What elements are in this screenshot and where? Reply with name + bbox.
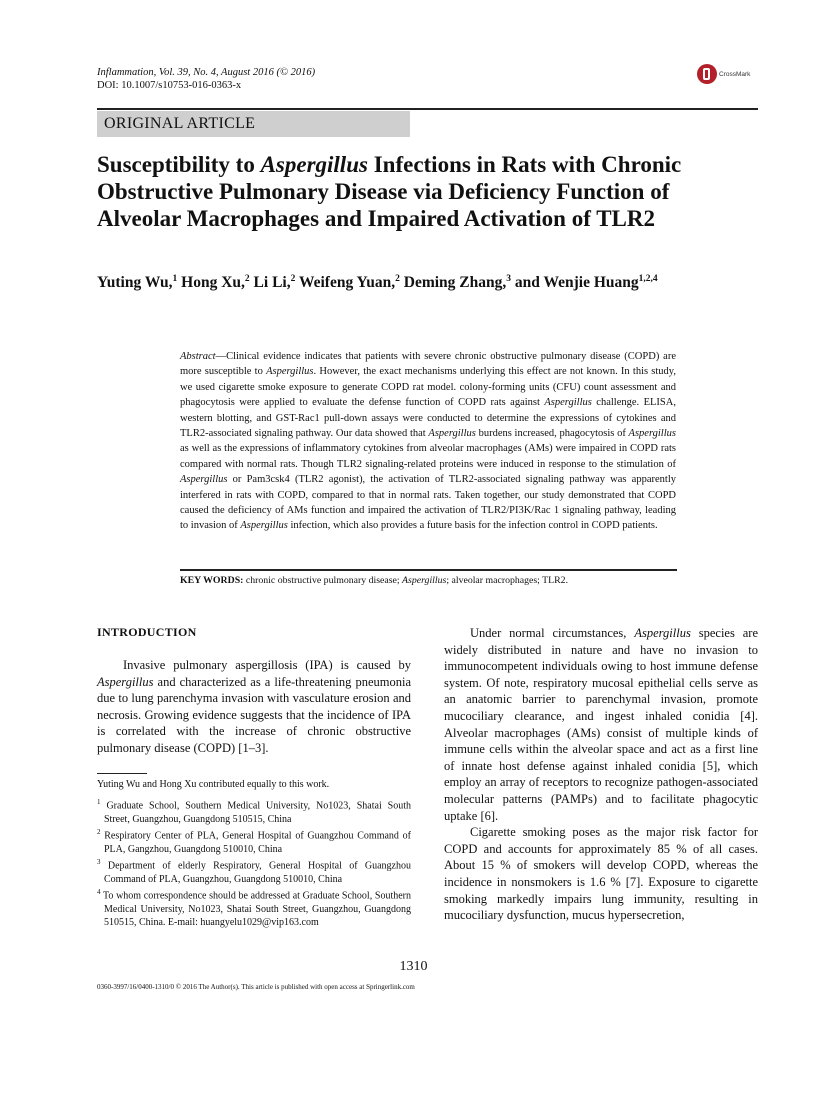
footnote-number: 4 xyxy=(97,888,101,897)
keywords xyxy=(180,575,680,586)
intro-paragraph-1 xyxy=(97,657,411,757)
section-label: ORIGINAL ARTICLE xyxy=(97,111,410,137)
intro-paragraph-2 xyxy=(444,625,758,824)
abstract-italic: Aspergillus xyxy=(628,428,676,440)
footnote-affiliation-4 xyxy=(97,886,411,929)
doi[interactable]: DOI: 10.1007/s10753-016-0363-x xyxy=(97,79,242,91)
footnote-equal-contribution: Yuting Wu and Hong Xu contributed equally to this work. xyxy=(97,779,330,790)
abstract-italic: Aspergillus xyxy=(544,397,592,409)
title-part-2: Infections in Rats with Chronic Obstructive Pulmonary Disease via Deficiency Function of Alveolar Macrophages and Impaired Activation of TLR2 xyxy=(97,152,682,231)
page-number: 1310 xyxy=(399,959,428,974)
abstract xyxy=(180,349,676,534)
author-affiliation: 1,2,4 xyxy=(638,274,658,284)
right-column xyxy=(444,625,758,924)
abstract-text: infection, which also provides a future basis for the infection control in COPD patients. xyxy=(287,520,658,532)
author-list xyxy=(97,274,797,292)
copyright-notice: 0360-3997/16/0400-1310/0 © 2016 The Author(s). This article is published with open access at Springerlink.com xyxy=(97,983,415,991)
journal-citation: Inflammation, Vol. 39, No. 4, August 2016 (© 2016) xyxy=(97,67,316,78)
abstract-text: . However, the exact mechanisms underlying this effect are not known. In this study, we used cigarette smoke exposure to generate COPD rat model. colony-forming units (CFU) count assessment and phagocytosis were applied to evaluate the defense function of COPD rats against xyxy=(180,366,676,409)
footnote-text: Graduate School, Southern Medical University, No1023, Shatai South Street, Guangzhou, Guangdong 510515, China xyxy=(104,800,412,825)
section-heading: INTRODUCTION xyxy=(97,625,197,639)
paragraph-text: species are widely distributed in nature and have no invasion to immunocompetent individuals owing to host immune defense system. Of note, respiratory mucosal epithelial cells serve as an anatomic barrier to parenchymal invasion, promote mucociliary clearance, and ingest inhaled conidia [4]. Alveolar macrophages (AMs) consist of multiple kinds of immune cells within the alveolar space and act as a first line of innate host defense against inhaled conidia [5], which employ an array of receptors to recognize pathogen-associated molecular patterns (PAMPs) and to facilitate phagocytic uptake [6]. xyxy=(444,626,758,823)
paragraph-italic: Aspergillus xyxy=(634,626,691,640)
paragraph-italic: Aspergillus xyxy=(97,674,154,689)
abstract-text: as well as the expressions of inflammatory cytokines from alveolar macrophages (AMs) were impaired in COPD rats compared with normal rats. Though TLR2 signaling-related proteins were induced in response to the stimulation of xyxy=(180,443,676,470)
author-affiliation: 2 xyxy=(244,274,250,284)
author: Yuting Wu, xyxy=(97,274,173,292)
abstract-italic: Aspergillus xyxy=(266,366,314,378)
footnote-affiliation-3 xyxy=(97,856,411,886)
intro-paragraph-3: Cigarette smoking poses as the major risk factor for COPD and accounts for approximately 85 % of all cases. About 15 % of smokers will develop COPD, whereas the incidence in nonsmokers is 1.6 % [7]. Exposure to cigarette smoking markedly impairs lung immunity, resulting in mucociliary dysfunction, mucus hypersecretion, xyxy=(444,825,758,923)
paragraph-text: and characterized as a life-threatening pneumonia due to lung parenchyma invasion with vasculature erosion and necrosis. Growing evidence suggests that the incidence of IPA is correlated with the increase of chronic obstructive pulmonary disease (COPD) [1–3]. xyxy=(97,674,411,755)
crossmark-badge[interactable] xyxy=(697,64,750,84)
footnote-text: To whom correspondence should be addressed at Graduate School, Southern Medical University, No1023, Shatai South Street, Guangzhou, Guangdong 510515, China. E-mail: huangyelu1029@vip163.com xyxy=(103,890,411,928)
article-title xyxy=(97,151,747,232)
crossmark-icon xyxy=(697,64,717,84)
abstract-text: —Clinical evidence indicates that patients with severe chronic obstructive pulmonary disease (COPD) are more susceptible to xyxy=(180,351,676,378)
author-affiliation: 2 xyxy=(395,274,400,284)
paragraph-text: Invasive pulmonary aspergillosis (IPA) is caused by xyxy=(123,658,411,672)
footnotes xyxy=(97,778,411,929)
abstract-text: or Pam3csk4 (TLR2 agonist), the activation of TLR2-associated signaling pathway was apparently interfered in rats with COPD, compared to that in normal rats. Taken together, our study demonstrated that COPD caused the deficiency of AMs function and impaired the activation of TLR2/PI3K/Rac 1 signaling pathway, leading to invasion of xyxy=(180,474,676,532)
left-column xyxy=(97,625,411,757)
keywords-text: chronic obstructive pulmonary disease; xyxy=(243,575,403,586)
journal-header xyxy=(97,67,315,92)
abstract-text: burdens increased, phagocytosis of xyxy=(475,428,629,440)
footnote-text: Department of elderly Respiratory, General Hospital of Guangzhou Command of PLA, Guangzhou, Guangdong 510010, China xyxy=(104,860,411,885)
author-affiliation: 3 xyxy=(506,274,512,284)
header-rule xyxy=(97,108,758,110)
author-affiliation: 2 xyxy=(290,274,296,284)
abstract-italic: Aspergillus xyxy=(240,520,288,532)
keywords-text: ; alveolar macrophages; TLR2. xyxy=(446,575,569,586)
footnote-number: 2 xyxy=(97,828,101,837)
footnote-text: Respiratory Center of PLA, General Hospital of Guangzhou Command of PLA, Gangzhou, Guangdong 510010, China xyxy=(104,830,411,855)
abstract-italic: Aspergillus xyxy=(180,474,228,486)
footnote-affiliation-2 xyxy=(97,826,411,856)
author: Weifeng Yuan, xyxy=(298,274,396,292)
author: Deming Zhang, xyxy=(403,274,507,292)
author: and Wenjie Huang xyxy=(514,274,639,292)
footnote-number: 3 xyxy=(97,858,101,867)
paragraph-text: Under normal circumstances, xyxy=(470,626,635,640)
abstract-text: challenge. ELISA, western blotting, and GST-Rac1 pull-down assays were conducted to determine the expressions of cytokines and TLR2-associated signaling pathway. Our data showed that xyxy=(180,397,676,440)
keywords-italic: Aspergillus xyxy=(402,575,447,586)
author-affiliation: 1 xyxy=(172,274,178,284)
footnote-number: 1 xyxy=(97,798,101,807)
keywords-label: KEY WORDS: xyxy=(180,575,244,586)
crossmark-label: CrossMark xyxy=(719,70,751,78)
author: Li Li, xyxy=(253,274,291,292)
title-italic: Aspergillus xyxy=(260,152,368,177)
footnote-affiliation-1 xyxy=(97,796,411,826)
abstract-lead: Abstract xyxy=(180,351,216,362)
abstract-rule xyxy=(180,569,677,571)
title-part-1: Susceptibility to xyxy=(97,152,261,177)
author: Hong Xu, xyxy=(181,274,245,292)
footnote-rule xyxy=(97,773,147,774)
abstract-italic: Aspergillus xyxy=(428,428,476,440)
